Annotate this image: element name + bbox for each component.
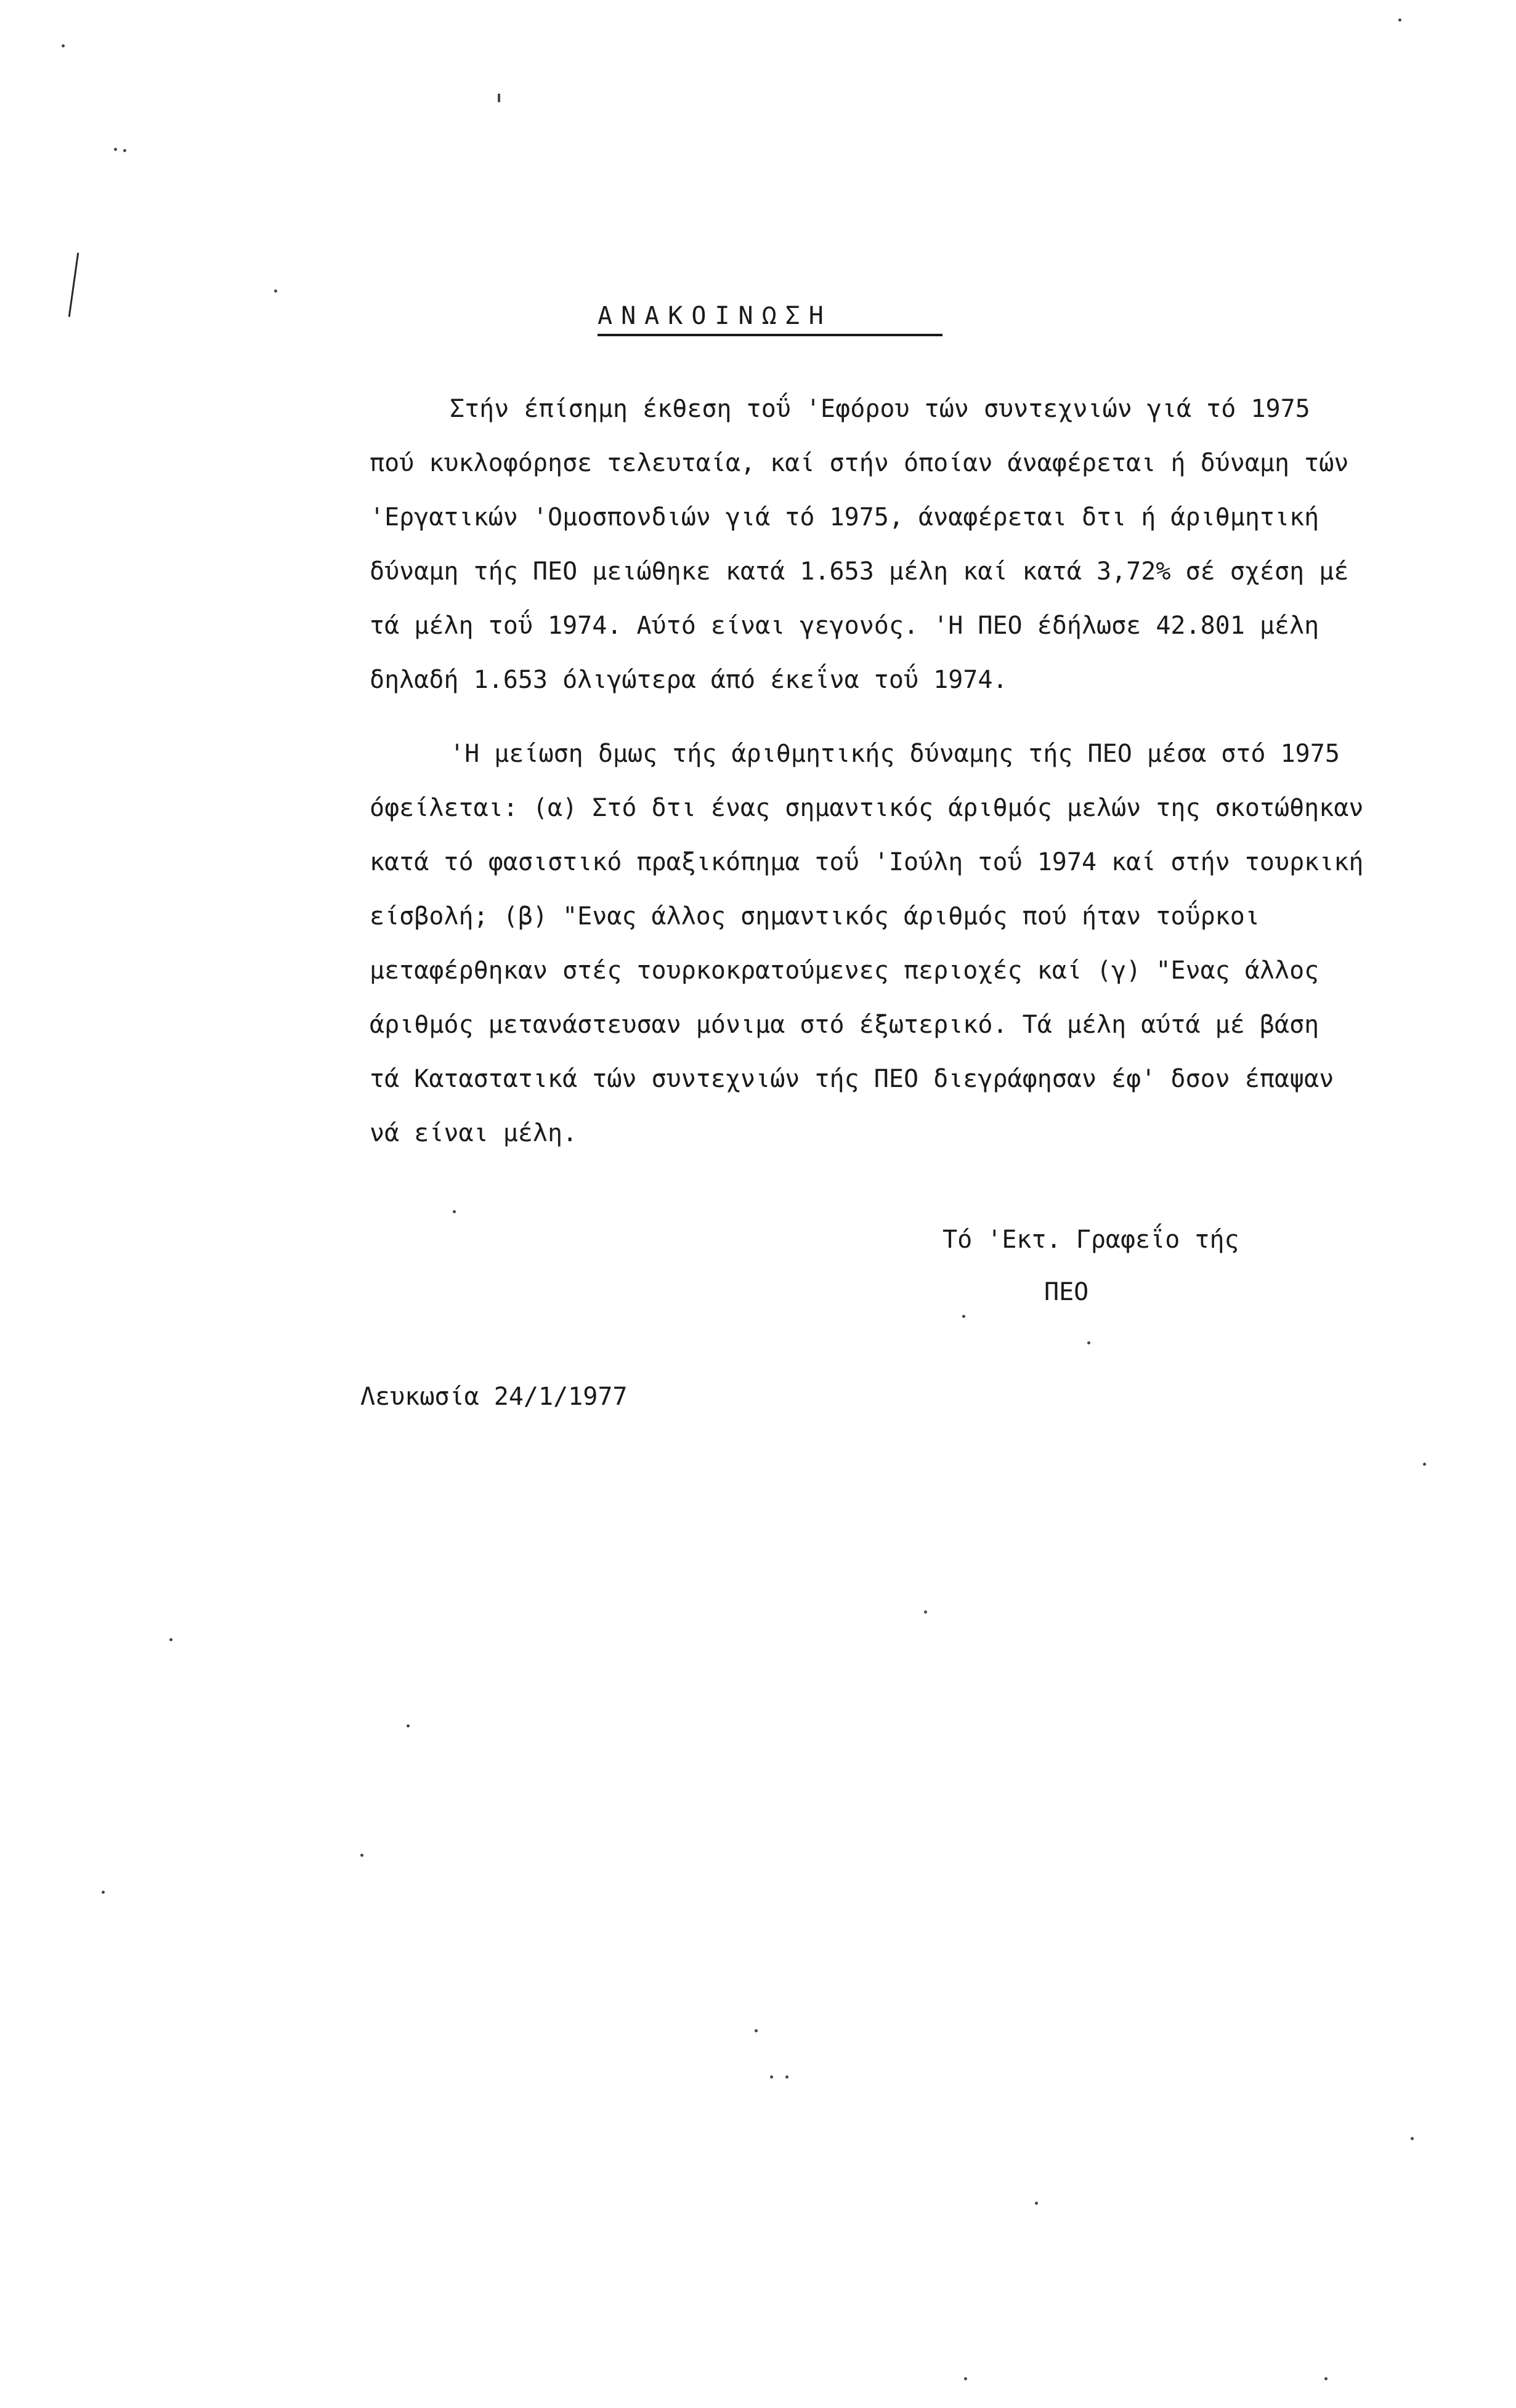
scan-dot bbox=[62, 44, 65, 47]
paragraph-2 bbox=[370, 727, 1392, 1160]
announcement-title: ΑΝΑΚΟΙΝΩΣΗ bbox=[598, 302, 942, 336]
scan-dot bbox=[123, 149, 126, 152]
scan-dot bbox=[755, 2029, 758, 2032]
scan-dot bbox=[770, 2075, 773, 2079]
paragraph-line: νά είναι μέλη. bbox=[370, 1119, 578, 1147]
paragraph-line: μεταφέρθηκαν στές τουρκοκρατούμενες περιοχές καί (γ) "Ενας άλλος bbox=[370, 956, 1319, 985]
scan-dot bbox=[114, 148, 117, 151]
paragraph-line: 'Η μείωση δμως τής άριθμητικής δύναμης τής ΠΕΟ μέσα στό 1975 bbox=[450, 740, 1340, 768]
paragraph-line: είσβολή; (β) "Ενας άλλος σημαντικός άριθμός πού ήταν τοΰρκοι bbox=[370, 902, 1260, 931]
paragraph-line: τά μέλη τοΰ 1974. Αύτό είναι γεγονός. 'Η ΠΕΟ έδήλωσε 42.801 μέλη bbox=[370, 612, 1319, 640]
scan-dot bbox=[274, 289, 277, 293]
scan-dot bbox=[498, 94, 500, 102]
scan-dot bbox=[1423, 1463, 1426, 1466]
scan-dot bbox=[964, 2377, 967, 2380]
scan-dot bbox=[453, 1210, 456, 1213]
paragraph-line: άριθμός μετανάστευσαν μόνιμα στό έξωτερικό. Τά μέλη αύτά μέ βάση bbox=[370, 1011, 1319, 1039]
scan-dot bbox=[1411, 2137, 1414, 2140]
scan-dot bbox=[1398, 18, 1401, 22]
paragraph-line: Στήν έπίσημη έκθεση τοΰ 'Εφόρου τών συντεχνιών γιά τό 1975 bbox=[450, 395, 1310, 423]
paragraph-line: όφείλεται: (α) Στό δτι ένας σημαντικός άριθμός μελών της σκοτώθηκαν bbox=[370, 794, 1364, 822]
scan-dot bbox=[102, 1891, 105, 1894]
paragraph-line: δύναμη τής ΠΕΟ μειώθηκε κατά 1.653 μέλη καί κατά 3,72% σέ σχέση μέ bbox=[370, 557, 1349, 586]
scan-dot bbox=[924, 1610, 927, 1614]
scan-dot bbox=[169, 1638, 172, 1641]
paragraph-line: 'Εργατικών 'Ομοσπονδιών γιά τό 1975, άναφέρεται δτι ή άριθμητική bbox=[370, 503, 1319, 531]
signature-line-2: ΠΕΟ bbox=[1044, 1278, 1089, 1306]
paragraph-line: πού κυκλοφόρησε τελευταία, καί στήν όποίαν άναφέρεται ή δύναμη τών bbox=[370, 449, 1349, 477]
paragraph-line: κατά τό φασιστικό πραξικόπημα τοΰ 'Ιούλη τοΰ 1974 καί στήν τουρκική bbox=[370, 848, 1364, 876]
scan-mark bbox=[68, 253, 79, 317]
scan-dot bbox=[785, 2075, 788, 2079]
scan-dot bbox=[962, 1315, 965, 1318]
scan-dot bbox=[360, 1854, 363, 1857]
scan-dot bbox=[407, 1724, 410, 1727]
paragraph-line: τά Καταστατικά τών συντεχνιών τής ΠΕΟ διεγράφησαν έφ' δσον έπαψαν bbox=[370, 1065, 1334, 1093]
paragraph-line: δηλαδή 1.653 όλιγώτερα άπό έκεΐνα τοΰ 1974. bbox=[370, 666, 1008, 694]
paragraph-1 bbox=[370, 382, 1392, 707]
signature-line-1: Τό 'Εκτ. Γραφεΐο τής bbox=[942, 1226, 1239, 1254]
scan-dot bbox=[1324, 2377, 1328, 2380]
scan-dot bbox=[1087, 1341, 1090, 1344]
scan-dot bbox=[1035, 2202, 1038, 2205]
place-date-line: Λευκωσία 24/1/1977 bbox=[360, 1383, 628, 1411]
